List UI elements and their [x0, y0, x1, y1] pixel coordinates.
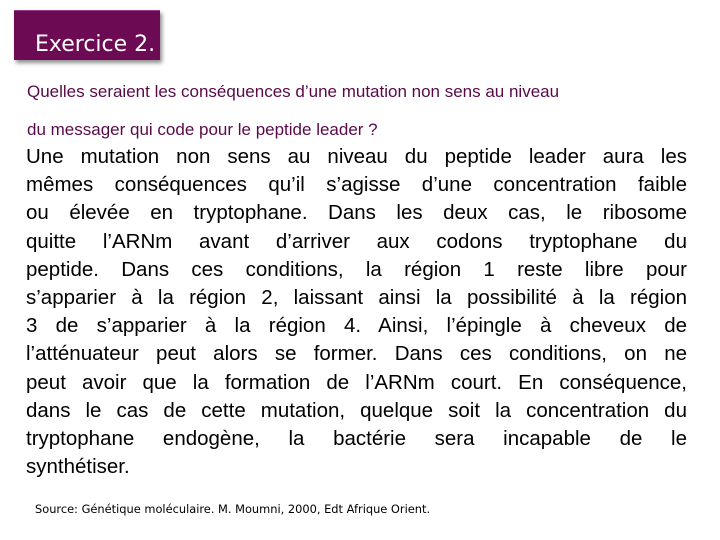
answer-paragraph — [26, 143, 687, 481]
answer-line: dans le cas de cette mutation, quelque soit la concentration du — [26, 398, 687, 422]
answer-line: 3 de s’apparier à la région 4. Ainsi, l’épingle à cheveux de — [26, 314, 687, 338]
source-citation: Source: Génétique moléculaire. M. Moumni, 2000, Edt Afrique Orient. — [35, 502, 431, 516]
exercise-title: Exercice 2. — [35, 32, 156, 57]
question-line: Quelles seraient les conséquences d’une mutation non sens au niveau — [27, 82, 560, 101]
answer-line: s’apparier à la région 2, laissant ainsi la possibilité à la région — [26, 285, 687, 309]
answer-line: synthétiser. — [26, 455, 130, 479]
answer-line: tryptophane endogène, la bactérie sera incapable de le — [26, 426, 687, 450]
answer-line: l’atténuateur peut alors se former. Dans ces conditions, on ne — [26, 342, 687, 366]
question-text — [27, 73, 697, 149]
answer-line: mêmes conséquences qu’il s’agisse d’une concentration faible — [26, 173, 687, 197]
answer-line: peut avoir que la formation de l’ARNm court. En conséquence, — [26, 370, 687, 394]
answer-line: quitte l’ARNm avant d’arriver aux codons tryptophane du — [26, 229, 687, 253]
answer-line: Une mutation non sens au niveau du peptide leader aura les — [26, 145, 687, 168]
exercise-title-badge — [14, 10, 160, 60]
answer-line: peptide. Dans ces conditions, la région 1 reste libre pour — [26, 257, 687, 281]
question-line: du messager qui code pour le peptide leader ? — [27, 120, 378, 139]
answer-line: ou élevée en tryptophane. Dans les deux cas, le ribosome — [26, 201, 687, 225]
